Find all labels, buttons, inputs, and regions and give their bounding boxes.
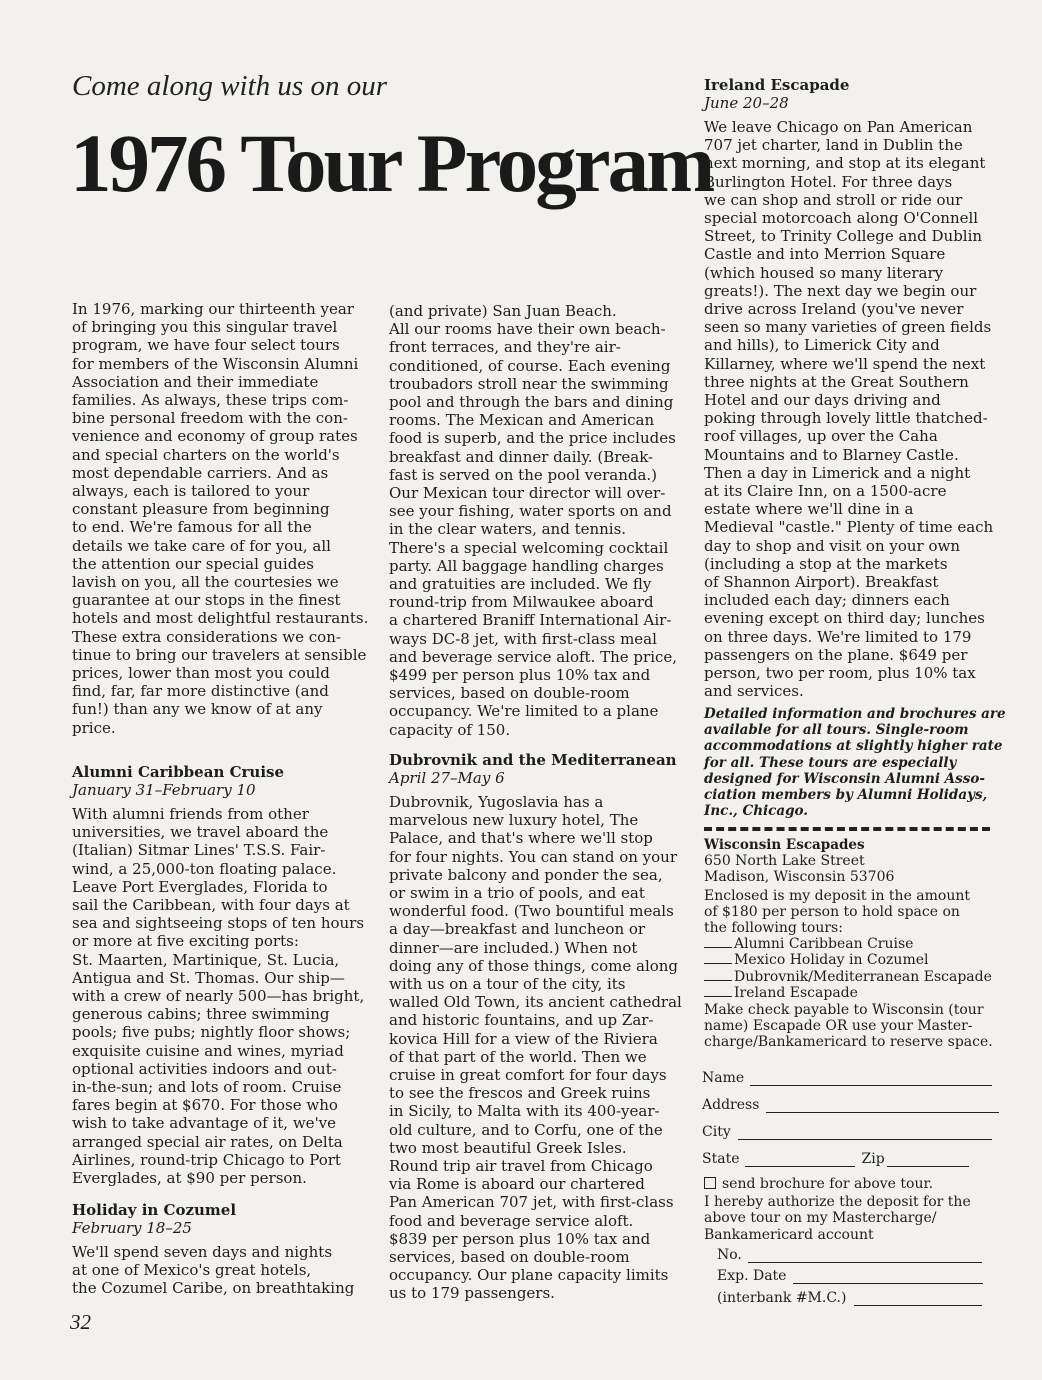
text-line: fast is served on the pool veranda.) (389, 465, 658, 484)
name-label: Name (702, 1070, 745, 1086)
tour-options (704, 936, 996, 1001)
text-line: price. (72, 718, 116, 737)
reservation-coupon (704, 837, 996, 1051)
section-body (704, 118, 996, 701)
text-line: Airlines, round-trip Chicago to Port (72, 1150, 341, 1169)
text-line: Everglades, at $90 per person. (72, 1169, 307, 1188)
text-line: arranged special air rates, on Delta (72, 1132, 343, 1151)
section-date: April 27–May 6 (389, 769, 505, 787)
interbank-label: (interbank #M.C.) (717, 1290, 847, 1306)
account-number-input-line[interactable] (748, 1250, 982, 1263)
section-date: February 18–25 (72, 1219, 192, 1237)
text-line: private balcony and ponder the sea, (389, 865, 663, 884)
tour-option[interactable] (704, 985, 996, 1001)
text-line: for four nights. You can stand on your (389, 847, 678, 866)
text-line: conditioned, of course. Each evening (389, 356, 671, 375)
text-line: ciation members by Alumni Holidays, (704, 787, 988, 804)
text-line: or more at five exciting ports: (72, 932, 299, 951)
page-number: 32 (70, 1310, 91, 1334)
text-line: front terraces, and they're air- (389, 338, 621, 357)
text-line: Mountains and to Blarney Castle. (704, 445, 959, 464)
text-line: of bringing you this singular travel (72, 318, 338, 337)
zip-label: Zip (861, 1151, 885, 1167)
state-input-line[interactable] (745, 1154, 855, 1167)
text-line: 707 jet charter, land in Dublin the (704, 136, 963, 155)
text-line: pools; five pubs; nightly floor shows; (72, 1023, 351, 1042)
coupon-address-2: Madison, Wisconsin 53706 (704, 869, 895, 886)
text-line: doing any of those things, come along (389, 956, 679, 975)
text-line: St. Maarten, Martinique, St. Lucia, (72, 950, 340, 969)
coupon-org: Wisconsin Escapades (704, 837, 865, 853)
text-line: kovica Hill for a view of the Riviera (389, 1029, 658, 1048)
exp-date-field[interactable] (717, 1268, 983, 1284)
text-line: sea and sightseeing stops of ten hours (72, 914, 365, 933)
address-label: Address (702, 1097, 760, 1113)
text-line: Make check payable to Wisconsin (tour (704, 1002, 984, 1019)
page-title: 1976 Tour Program (70, 117, 713, 209)
section-title: Alumni Caribbean Cruise (72, 763, 284, 781)
text-line: the following tours: (704, 920, 843, 937)
text-line: occupancy. We're limited to a plane (389, 702, 659, 721)
text-line: passengers on the plane. $649 per (704, 645, 968, 664)
text-line: We leave Chicago on Pan American (704, 118, 973, 136)
tour-option-blank[interactable] (704, 963, 732, 964)
page-kicker: Come along with us on our (72, 70, 387, 102)
name-field[interactable] (702, 1070, 992, 1086)
text-line: available for all tours. Single-room (704, 722, 969, 739)
text-line: I hereby authorize the deposit for the (704, 1194, 971, 1211)
text-line: Inc., Chicago. (704, 803, 809, 820)
dubrovnik-section (389, 751, 689, 1303)
text-line: exquisite cuisine and wines, myriad (72, 1041, 344, 1060)
text-line: at its Claire Inn, on a 1500-acre (704, 482, 947, 501)
text-line: All our rooms have their own beach- (389, 320, 666, 339)
city-input-line[interactable] (738, 1127, 992, 1140)
section-date: January 31–February 10 (72, 781, 256, 799)
text-line: accommodations at slightly higher rate (704, 738, 1003, 755)
text-line: and historic fountains, and up Zar- (389, 1011, 654, 1030)
text-line: Pan American 707 jet, with first-class (389, 1193, 674, 1212)
text-line: in Sicily, to Malta with its 400-year- (389, 1102, 660, 1121)
text-line: included each day; dinners each (704, 591, 950, 610)
ireland-section (704, 76, 996, 701)
text-line: lavish on you, all the courtesies we (72, 573, 339, 592)
text-line: ways DC-8 jet, with first-class meal (389, 629, 657, 648)
intro-text (72, 300, 372, 737)
text-line: We'll spend seven days and nights (72, 1243, 333, 1261)
text-line: cruise in great comfort for four days (389, 1066, 667, 1085)
text-line: constant pleasure from beginning (72, 500, 330, 519)
text-line: Antigua and St. Thomas. Our ship— (72, 968, 345, 987)
text-line: troubadors stroll near the swimming (389, 374, 669, 393)
text-line: in-the-sun; and lots of room. Cruise (72, 1078, 342, 1097)
text-line: Dubrovnik, Yugoslavia has a (389, 793, 604, 811)
coupon-deposit-text (704, 888, 996, 937)
tour-option-blank[interactable] (704, 996, 732, 997)
text-line: prices, lower than most you could (72, 664, 330, 683)
section-title: Holiday in Cozumel (72, 1201, 237, 1219)
city-field[interactable] (702, 1124, 992, 1140)
text-line: day to shop and visit on your own (704, 536, 961, 555)
text-line: Association and their immediate (72, 372, 319, 391)
text-line: and beverage service aloft. The price, (389, 647, 678, 666)
text-line: party. All baggage handling charges (389, 556, 664, 575)
text-line: always, each is tailored to your (72, 482, 310, 501)
text-line: two most beautiful Greek Isles. (389, 1138, 627, 1157)
text-line: $839 per person plus 10% tax and (389, 1229, 651, 1248)
text-line: Castle and into Merrion Square (704, 245, 946, 264)
text-line: breakfast and dinner daily. (Break- (389, 447, 654, 466)
text-line: Burlington Hotel. For three days (704, 172, 953, 191)
text-line: drive across Ireland (you've never (704, 300, 964, 319)
text-line: (Italian) Sitmar Lines' T.S.S. Fair- (72, 841, 326, 860)
text-line: Enclosed is my deposit in the amount (704, 887, 971, 904)
section-body (72, 1243, 372, 1298)
text-line: for members of the Wisconsin Alumni (72, 354, 359, 373)
section-title: Ireland Escapade (704, 76, 850, 94)
text-line: food and beverage service aloft. (389, 1211, 634, 1230)
text-line: services, based on double-room (389, 1248, 630, 1267)
text-line: (including a stop at the markets (704, 554, 948, 573)
brochure-request[interactable] (704, 1176, 996, 1192)
text-line: a day—breakfast and luncheon or (389, 920, 646, 939)
text-line: venience and economy of group rates (72, 427, 358, 446)
coupon-address-1: 650 North Lake Street (704, 853, 865, 870)
text-line: Round trip air travel from Chicago (389, 1157, 653, 1176)
text-line: Leave Port Everglades, Florida to (72, 877, 328, 896)
text-line: Medieval "castle." Plenty of time each (704, 518, 994, 537)
text-line: next morning, and stop at its elegant (704, 154, 986, 173)
text-line: to see the frescos and Greek ruins (389, 1084, 651, 1103)
tour-option-label: Mexico Holiday in Cozumel (734, 952, 929, 969)
brochure-checkbox[interactable] (704, 1177, 716, 1189)
text-line: a chartered Braniff International Air- (389, 611, 672, 630)
text-line: and services. (704, 682, 804, 701)
text-line: families. As always, these trips com- (72, 391, 349, 410)
text-line: seen so many varieties of green fields (704, 318, 992, 337)
text-line: wish to take advantage of it, we've (72, 1114, 337, 1133)
exp-date-label: Exp. Date (717, 1268, 787, 1284)
tour-option[interactable] (704, 969, 996, 985)
text-line: wonderful food. (Two bountiful meals (389, 902, 674, 921)
text-line: rooms. The Mexican and American (389, 411, 655, 430)
text-line: and gratuities are included. We fly (389, 575, 652, 594)
text-line: of $180 per person to hold space on (704, 903, 960, 920)
text-line: These extra considerations we con- (72, 627, 341, 646)
text-line: at one of Mexico's great hotels, (72, 1261, 312, 1280)
coupon-cut-line (704, 827, 990, 831)
text-line: in the clear waters, and tennis. (389, 520, 627, 539)
text-line: pool and through the bars and dining (389, 393, 674, 412)
text-line: special motorcoach along O'Connell (704, 209, 979, 228)
state-zip-field[interactable] (702, 1151, 969, 1167)
text-line: Our Mexican tour director will over- (389, 484, 666, 503)
text-line: most dependable carriers. And as (72, 463, 329, 482)
text-line: and hills), to Limerick City and (704, 336, 940, 355)
text-line: person, two per room, plus 10% tax (704, 664, 976, 683)
tour-option[interactable] (704, 936, 996, 952)
text-line: on three days. We're limited to 179 (704, 627, 972, 646)
section-body (72, 805, 372, 1187)
tour-option[interactable] (704, 952, 996, 968)
text-line: bine personal freedom with the con- (72, 409, 348, 428)
text-line: with a crew of nearly 500—has bright, (72, 987, 365, 1006)
text-line: old culture, and to Corfu, one of the (389, 1120, 663, 1139)
text-line: charge/Bankamericard to reserve space. (704, 1034, 993, 1051)
caribbean-section (72, 763, 372, 1187)
tour-option-label: Alumni Caribbean Cruise (734, 936, 914, 953)
text-line: of that part of the world. Then we (389, 1047, 647, 1066)
text-line: Street, to Trinity College and Dublin (704, 227, 983, 246)
text-line: the Cozumel Caribe, on breathtaking (72, 1279, 355, 1298)
text-line: estate where we'll dine in a (704, 500, 914, 519)
text-line: (and private) San Juan Beach. (389, 302, 617, 320)
text-line: wind, a 25,000-ton floating palace. (72, 859, 337, 878)
text-line: greats!). The next day we begin our (704, 281, 977, 300)
interbank-field[interactable] (717, 1290, 982, 1306)
text-line: via Rome is aboard our chartered (389, 1175, 645, 1194)
account-number-label: No. (717, 1247, 742, 1263)
text-line: hotels and most delightful restaurants. (72, 609, 369, 628)
text-line: three nights at the Great Southern (704, 372, 969, 391)
text-line: Palace, and that's where we'll stop (389, 829, 653, 848)
brochure-note (704, 706, 1006, 820)
text-line: Bankamericard account (704, 1226, 874, 1243)
text-line: There's a special welcoming cocktail (389, 538, 669, 557)
text-line: fares begin at $670. For those who (72, 1096, 338, 1115)
city-label: City (702, 1124, 731, 1140)
section-date: June 20–28 (704, 94, 789, 112)
text-line: universities, we travel aboard the (72, 823, 329, 842)
cozumel-section (72, 1201, 372, 1298)
text-line: with us on a tour of the city, its (389, 975, 626, 994)
text-line: name) Escapade OR use your Master- (704, 1018, 973, 1035)
address-field[interactable] (702, 1097, 999, 1113)
text-line: (which housed so many literary (704, 263, 944, 282)
text-line: With alumni friends from other (72, 805, 309, 823)
text-line: optional activities indoors and out- (72, 1059, 337, 1078)
zip-input-line[interactable] (887, 1154, 969, 1167)
text-line: generous cabins; three swimming (72, 1005, 330, 1024)
text-line: walled Old Town, its ancient cathedral (389, 993, 682, 1012)
text-line: sail the Caribbean, with four days at (72, 896, 350, 915)
text-line: tinue to bring our travelers at sensible (72, 645, 367, 664)
brochure-label: send brochure for above tour. (722, 1176, 934, 1192)
text-line: fun!) than any we know of at any (72, 700, 323, 719)
tour-option-blank[interactable] (704, 947, 732, 948)
text-line: see your fishing, water sports on and (389, 502, 672, 521)
text-line: above tour on my Mastercharge/ (704, 1210, 937, 1227)
text-line: Detailed information and brochures are (704, 706, 1006, 722)
text-line: round-trip from Milwaukee aboard (389, 593, 654, 612)
text-line: capacity of 150. (389, 720, 511, 739)
text-line: the attention our special guides (72, 554, 314, 573)
text-line: and special charters on the world's (72, 445, 340, 464)
state-label: State (702, 1151, 740, 1167)
text-line: program, we have four select tours (72, 336, 340, 355)
text-line: dinner—are included.) When not (389, 938, 638, 957)
coupon-payment-text (704, 1002, 996, 1051)
text-line: of Shannon Airport). Breakfast (704, 573, 939, 592)
section-title: Dubrovnik and the Mediterranean (389, 751, 677, 769)
text-line: guarantee at our stops in the finest (72, 591, 341, 610)
cozumel-continued (389, 302, 689, 739)
interbank-input-line[interactable] (854, 1293, 982, 1306)
authorize-text (704, 1194, 996, 1243)
text-line: occupancy. Our plane capacity limits (389, 1266, 669, 1285)
tour-option-label: Ireland Escapade (734, 984, 858, 1001)
text-line: or swim in a trio of pools, and eat (389, 884, 645, 903)
text-line: $499 per person plus 10% tax and (389, 666, 651, 685)
text-line: marvelous new luxury hotel, The (389, 811, 639, 830)
text-line: find, far, far more distinctive (and (72, 682, 329, 701)
text-line: Then a day in Limerick and a night (704, 463, 971, 482)
text-line: us to 179 passengers. (389, 1284, 555, 1303)
text-line: roof villages, up over the Caha (704, 427, 938, 446)
account-number-field[interactable] (717, 1247, 982, 1263)
text-line: for all. These tours are especially (704, 754, 957, 771)
text-line: we can shop and stroll or ride our (704, 190, 963, 209)
text-line: services, based on double-room (389, 684, 630, 703)
section-body (389, 793, 689, 1303)
coupon-authorization (704, 1176, 996, 1243)
text-line: details we take care of for you, all (72, 536, 331, 555)
tour-option-blank[interactable] (704, 980, 732, 981)
address-input-line[interactable] (766, 1100, 999, 1113)
exp-date-input-line[interactable] (793, 1271, 983, 1284)
text-line: In 1976, marking our thirteenth year (72, 300, 354, 318)
text-line: evening except on third day; lunches (704, 609, 985, 628)
text-line: food is superb, and the price includes (389, 429, 676, 448)
text-line: poking through lovely little thatched- (704, 409, 988, 428)
text-line: to end. We're famous for all the (72, 518, 312, 537)
text-line: Hotel and our days driving and (704, 391, 941, 410)
name-input-line[interactable] (750, 1073, 992, 1086)
text-line: designed for Wisconsin Alumni Asso- (704, 770, 985, 787)
text-line: Killarney, where we'll spend the next (704, 354, 986, 373)
tour-option-label: Dubrovnik/Mediterranean Escapade (734, 968, 992, 985)
